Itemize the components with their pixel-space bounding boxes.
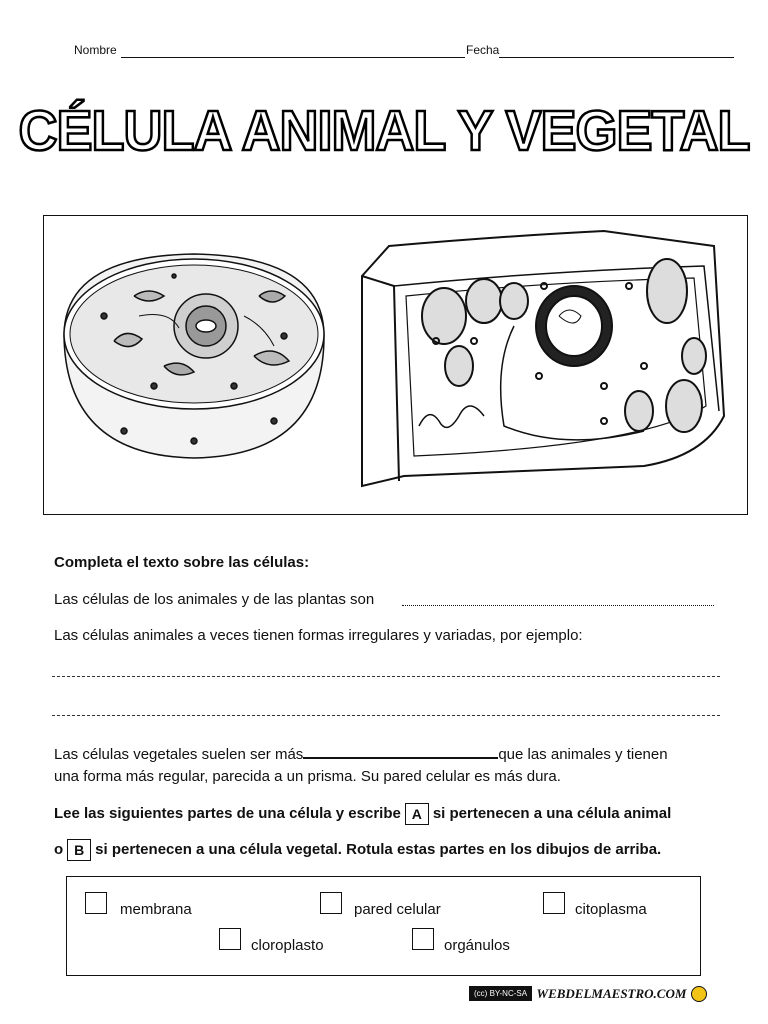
answer-2-line-2[interactable] [52,715,720,716]
instruction-text-b: si pertenecen a una célula animal [432,805,672,822]
letter-b-box: B [67,839,91,861]
part-label-citoplasma: citoplasma [575,901,647,918]
instruction-line-2 [54,839,661,861]
instruction-text-a: Lee las siguientes partes de una célula y escribe [54,805,401,822]
instruction-text-d: si pertenecen a una célula vegetal. Rotula estas partes en los dibujos de arriba. [95,841,662,858]
site-name[interactable]: WEBDELMAESTRO.COM [536,985,687,1001]
footer-credit [469,985,707,1005]
license-text: BY-NC-SA [489,989,528,999]
page-title: CÉLULA ANIMAL Y VEGETAL [18,99,750,163]
date-label: Fecha [466,43,500,57]
part-label-organulos: orgánulos [444,937,510,954]
name-label: Nombre [74,43,117,57]
cc-license-badge [469,986,532,1001]
part-label-pared-celular: pared celular [354,901,441,918]
instruction-text-c: o [54,841,64,858]
sentence-1 [54,589,374,611]
cc-icon: (cc) [474,989,488,999]
checkbox-organulos[interactable] [412,928,434,950]
checkbox-pared-celular[interactable] [320,892,342,914]
answer-1-blank[interactable] [402,593,714,606]
sentence-1-text: Las células de los animales y de las plantas son [54,591,375,608]
sentence-4-text: una forma más regular, parecida a un prisma. Su pared celular es más dura. [54,768,561,785]
letter-a-box: A [405,803,429,825]
checkbox-membrana[interactable] [85,892,107,914]
checkbox-cloroplasto[interactable] [219,928,241,950]
parts-list-box [66,876,701,976]
part-label-cloroplasto: cloroplasto [251,937,324,954]
date-field[interactable] [499,57,734,58]
animal-cell-illustration [64,254,324,458]
sentence-2-text: Las células animales a veces tienen formas irregulares y variadas, por ejemplo: [54,627,583,644]
plant-cell-illustration [362,231,724,486]
instruction-line-1 [54,803,671,825]
sentence-3 [54,743,734,766]
sentence-3-text-b: que las animales y tienen [498,746,668,763]
name-field[interactable] [121,57,465,58]
cells-figure [43,215,748,515]
answer-3-blank[interactable] [303,743,498,759]
answer-2-line-1[interactable] [52,676,720,677]
sentence-3-text-a: Las células vegetales suelen ser más [54,746,304,763]
smiley-icon [691,986,707,1002]
part-label-membrana: membrana [120,901,192,918]
exercise-heading: Completa el texto sobre las células: [54,554,310,571]
checkbox-citoplasma[interactable] [543,892,565,914]
